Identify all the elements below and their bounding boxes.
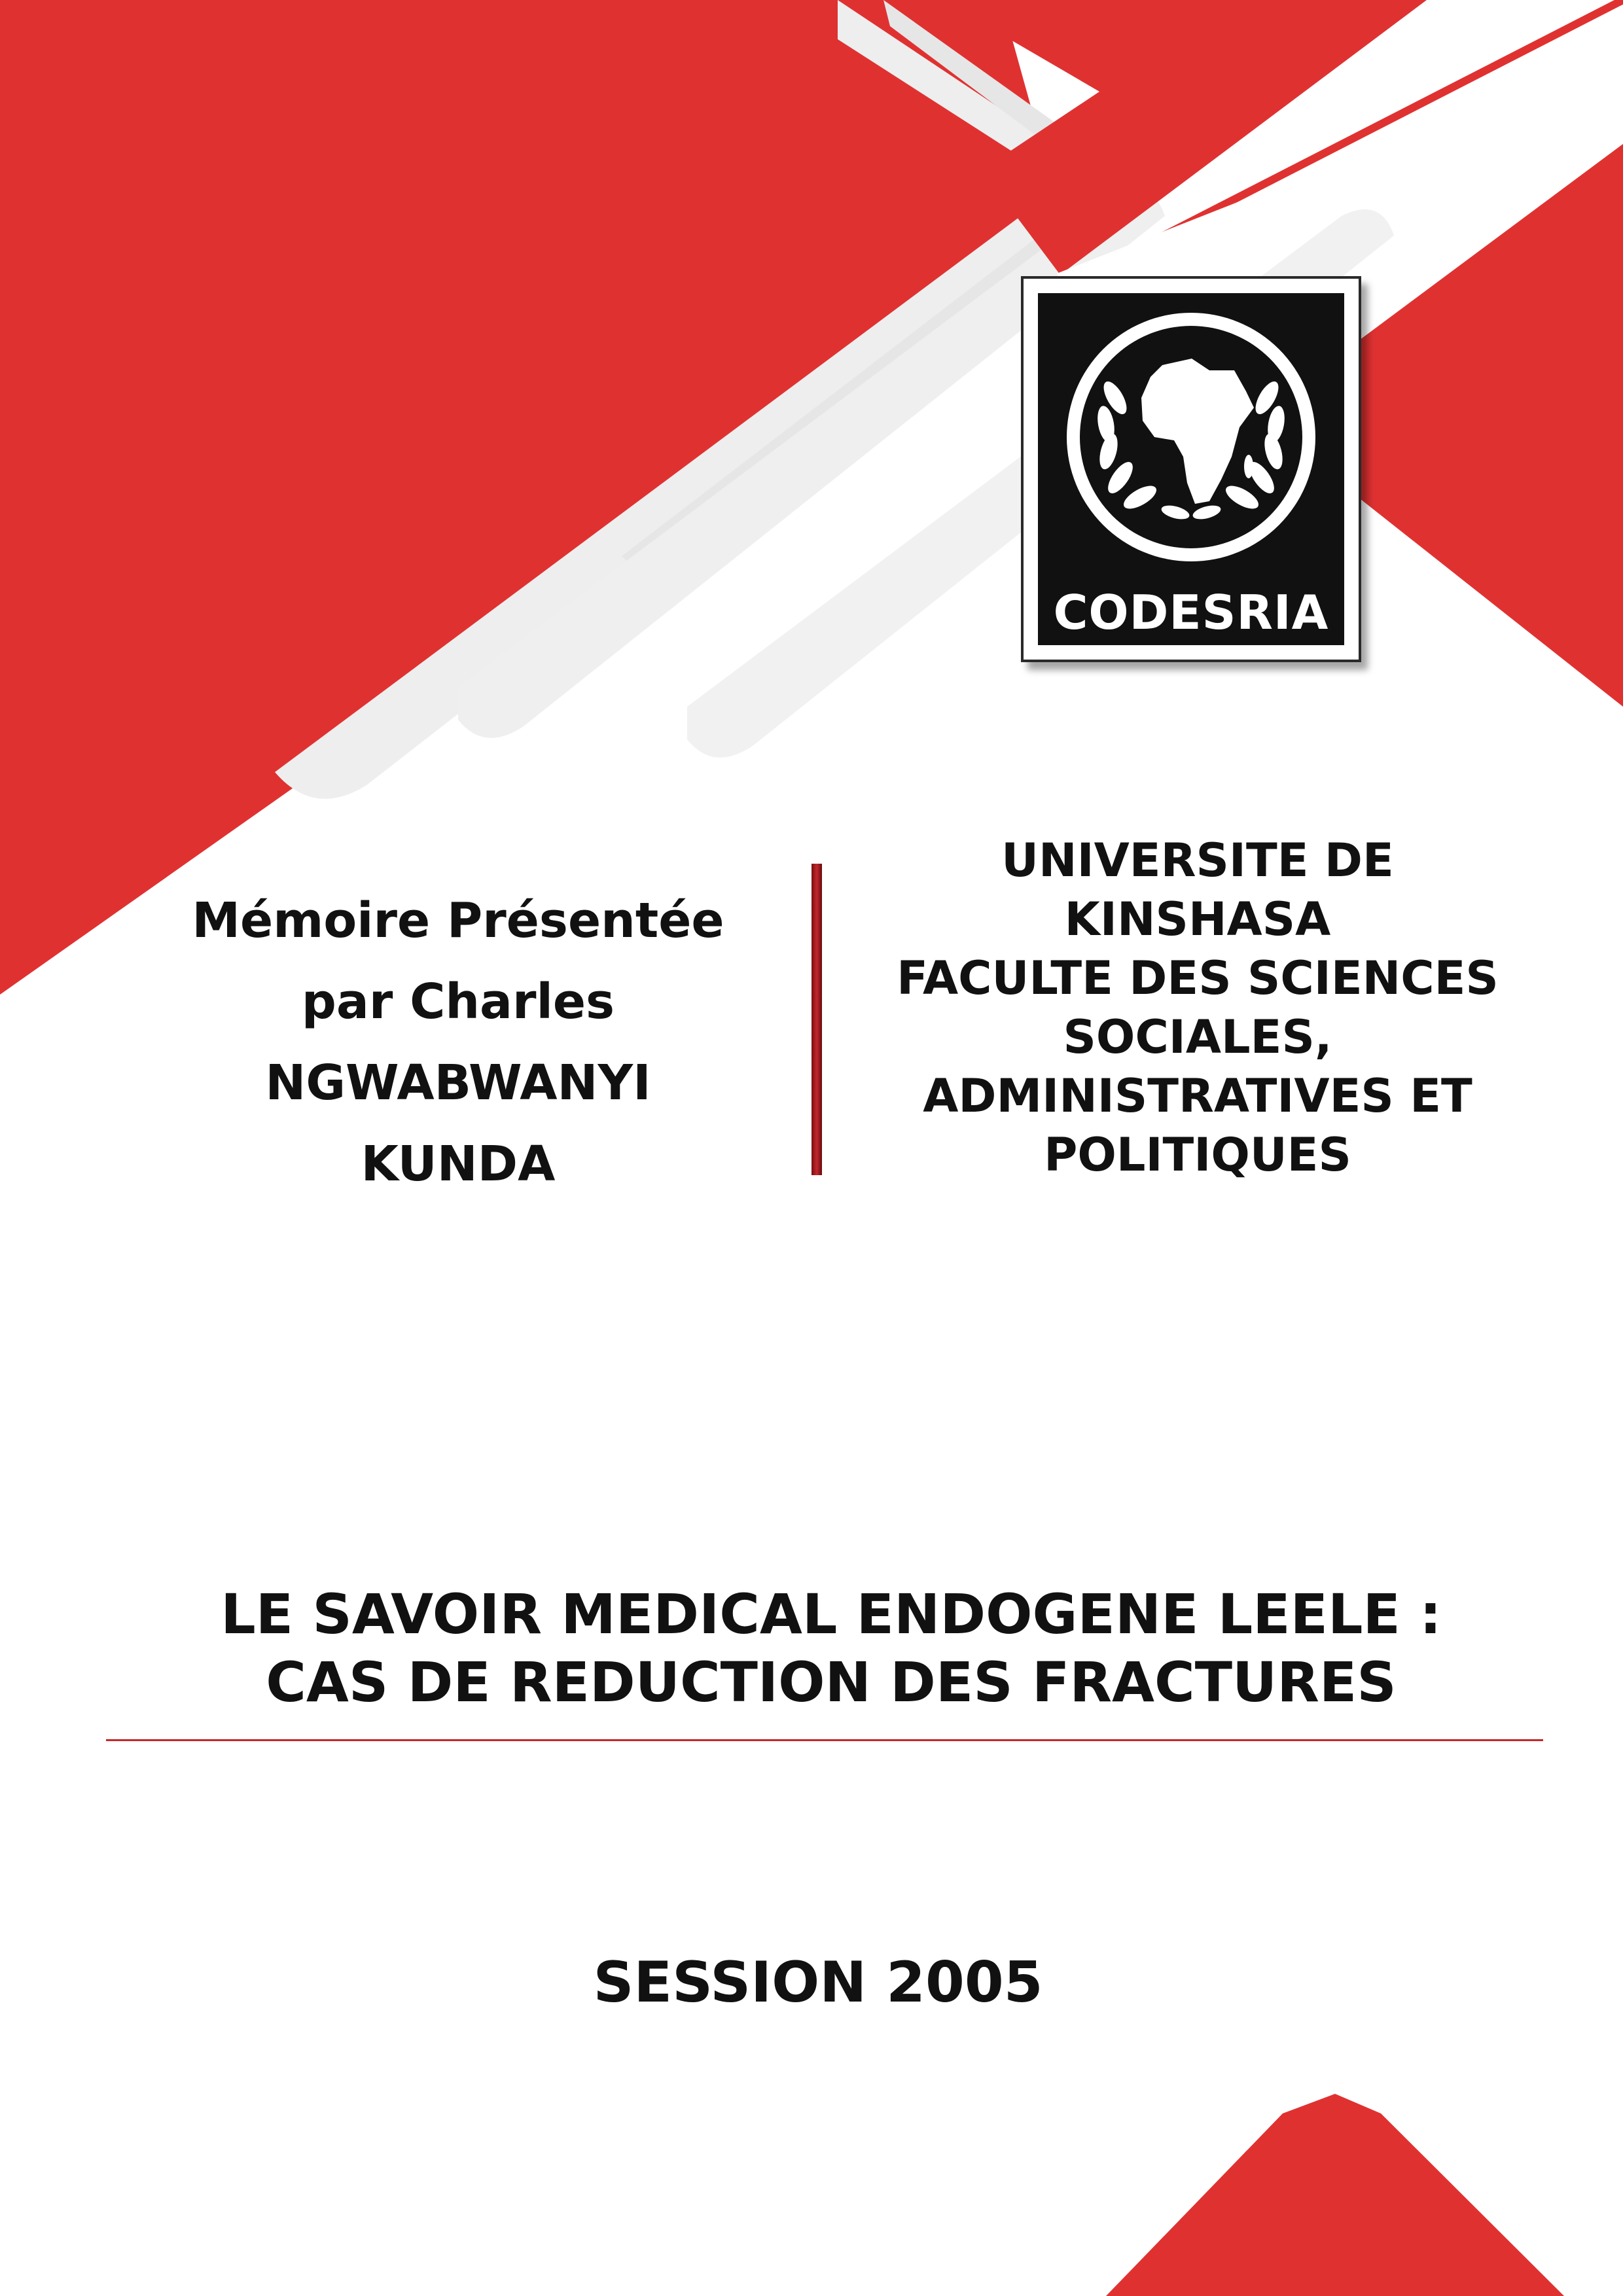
author-line: Mémoire Présentée bbox=[192, 892, 724, 949]
title-underline bbox=[106, 1739, 1543, 1741]
session-label: SESSION 2005 bbox=[593, 1950, 1043, 2015]
author-line: KUNDA bbox=[361, 1136, 556, 1192]
university-line: UNIVERSITE DE bbox=[1001, 834, 1394, 887]
document-title bbox=[65, 1580, 1597, 1716]
red-triangle-bottom bbox=[1106, 2094, 1564, 2296]
vertical-divider bbox=[812, 864, 822, 1175]
codesria-africa-laurel-icon bbox=[1038, 293, 1344, 581]
title-line: LE SAVOIR MEDICAL ENDOGENE LEELE : bbox=[221, 1582, 1442, 1646]
author-line: NGWABWANYI bbox=[265, 1055, 651, 1111]
university-line: FACULTE DES SCIENCES bbox=[897, 951, 1499, 1005]
author-line: par Charles bbox=[301, 974, 615, 1030]
logo-text: CODESRIA bbox=[1053, 585, 1329, 640]
university-line: KINSHASA bbox=[1064, 892, 1331, 946]
author-block bbox=[131, 880, 785, 1205]
university-line: SOCIALES, bbox=[1063, 1010, 1332, 1064]
university-line: ADMINISTRATIVES ET bbox=[923, 1069, 1472, 1123]
logo-background bbox=[1038, 293, 1344, 645]
university-block bbox=[844, 831, 1551, 1184]
title-line: CAS DE REDUCTION DES FRACTURES bbox=[266, 1650, 1397, 1714]
codesria-logo bbox=[1021, 276, 1361, 662]
university-line: POLITIQUES bbox=[1044, 1128, 1351, 1182]
